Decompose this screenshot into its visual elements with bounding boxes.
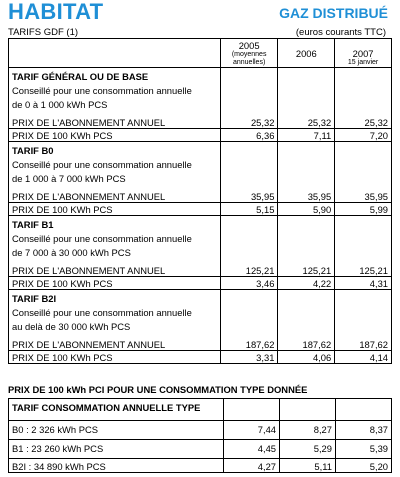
type-header-row: TARIF CONSOMMATION ANNUELLE TYPE [9,399,392,413]
tariff-name-row: TARIF B0 [9,142,392,156]
tariff-desc-row: au delà de 30 000 kWh PCS [9,318,392,332]
tariff-desc-row: de 0 à 1 000 kWh PCS [9,96,392,110]
type-row: B1 : 23 260 kWh PCS 4,45 5,29 5,39 [9,440,392,454]
tariff-name-row: TARIF GÉNÉRAL OU DE BASE [9,68,392,82]
tariff-desc-row: de 1 000 à 7 000 kWh PCS [9,170,392,184]
tariff-desc-row: Conseillé pour une consommation annuelle [9,304,392,318]
subscription-row: PRIX DE L'ABONNEMENT ANNUEL 25,32 25,32 25,32 [9,116,392,129]
price-row: PRIX DE 100 KWh PCS 3,46 4,22 4,31 [9,277,392,290]
type-consumption-table [8,398,392,473]
tariff-desc-row: Conseillé pour une consommation annuelle [9,230,392,244]
tariff-desc-row: de 7 000 à 30 000 kWh PCS [9,244,392,258]
tariffs-table [8,38,392,364]
page-title: HABITAT [8,0,104,24]
price-row: PRIX DE 100 KWh PCS 5,15 5,90 5,99 [9,203,392,216]
price-row: PRIX DE 100 KWh PCS 6,36 7,11 7,20 [9,129,392,142]
page-subtitle: GAZ DISTRIBUÉ [279,5,388,21]
year-col-2006: 2006 [278,39,335,68]
tariff-name-row: TARIF B1 [9,216,392,230]
tariff-source: TARIFS GDF (1) [8,27,79,38]
section2-title: PRIX DE 100 kWh PCI POUR UNE CONSOMMATION TYPE DONNÉE [8,384,308,395]
year-col-2007: 2007 15 janvier [335,39,392,68]
subscription-row: PRIX DE L'ABONNEMENT ANNUEL 35,95 35,95 35,95 [9,190,392,203]
tariff-name-row: TARIF B2I [9,290,392,304]
type-row: B0 : 2 326 kWh PCS 7,44 8,27 8,37 [9,421,392,435]
price-row: PRIX DE 100 KWh PCS 3,31 4,06 4,14 [9,351,392,364]
tariff-desc-row: Conseillé pour une consommation annuelle [9,156,392,170]
subscription-row: PRIX DE L'ABONNEMENT ANNUEL 125,21 125,21 125,21 [9,264,392,277]
year-header-row [9,39,392,68]
type-row: B2I : 34 890 kWh PCS 4,27 5,11 5,20 [9,459,392,473]
page-header [0,0,400,28]
unit-note: (euros courants TTC) [295,27,386,38]
tariff-desc-row: Conseillé pour une consommation annuelle [9,82,392,96]
subscription-row: PRIX DE L'ABONNEMENT ANNUEL 187,62 187,62 187,62 [9,338,392,351]
year-col-2005: 2005 (moyennes annuelles) [220,39,278,68]
